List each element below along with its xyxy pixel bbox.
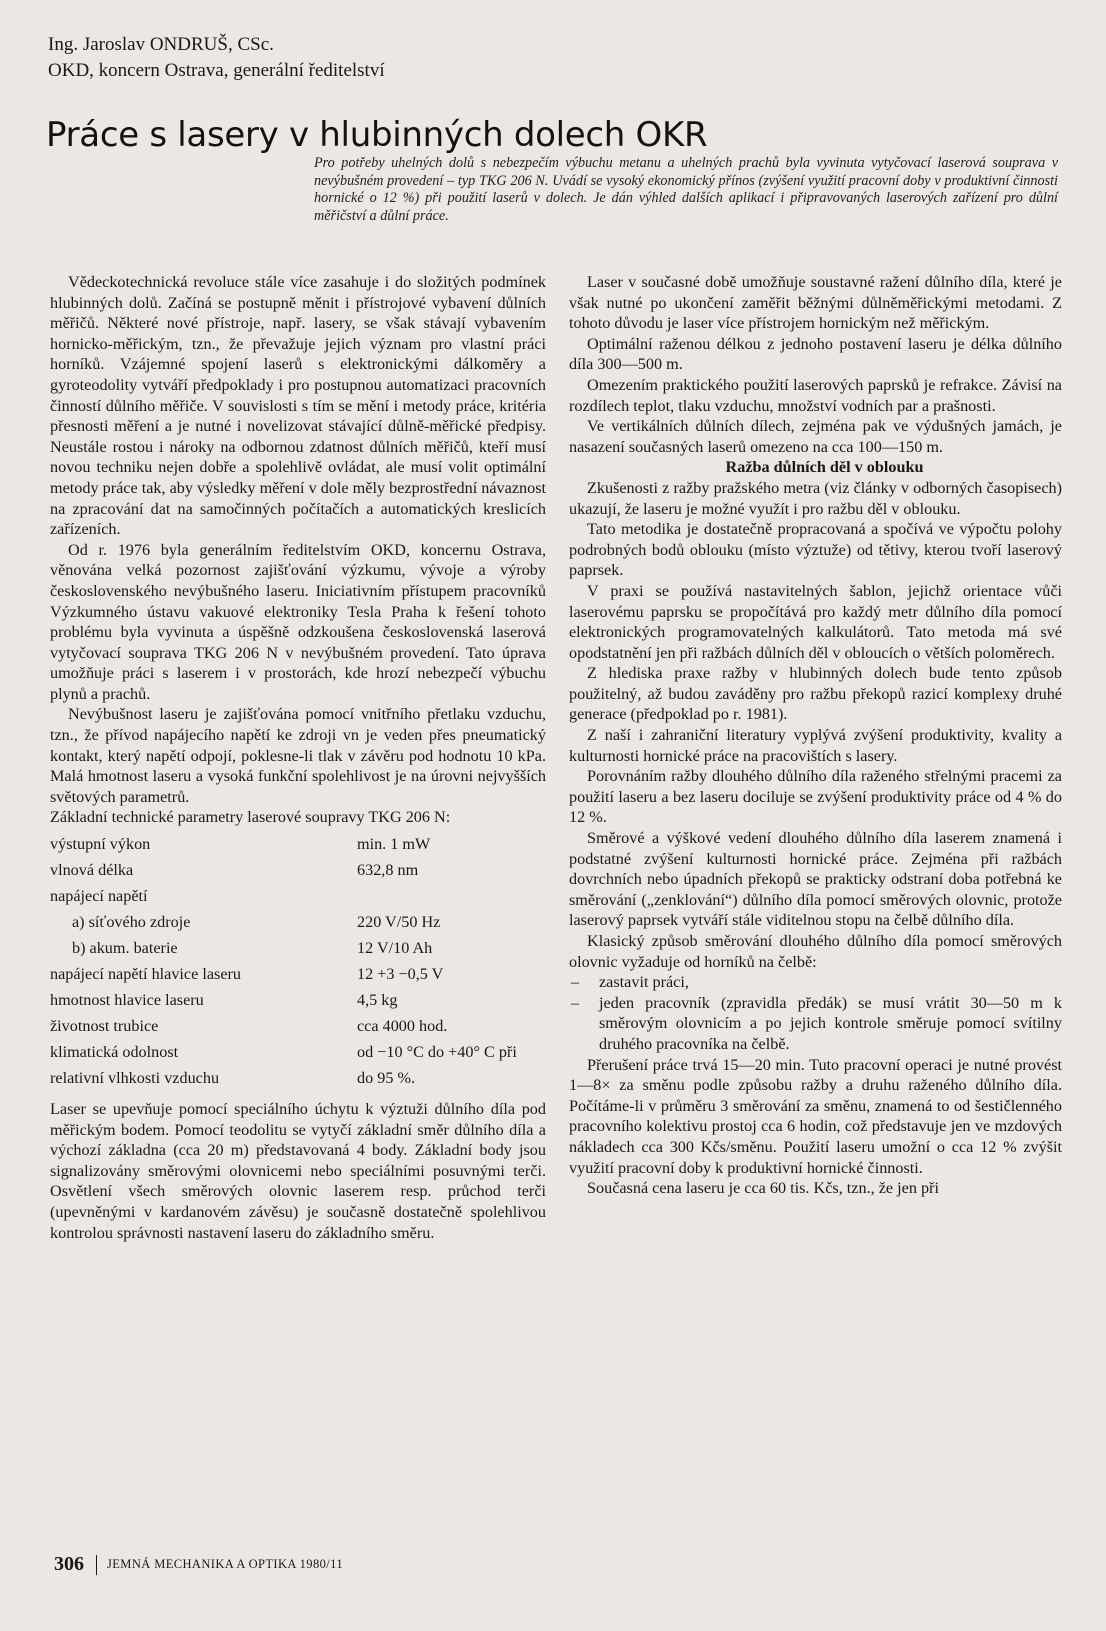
list-item: – zastavit práci, — [569, 972, 1062, 993]
list-item: – jeden pracovník (zpravidla předák) se musí vrátit 30—50 m k směrovým olovnicím a po jejich kontrole směruje pomocí svítilny druhého pracovníka na čelbě. — [569, 993, 1062, 1055]
param-label: klimatická odolnost — [50, 1042, 179, 1061]
param-label: hmotnost hlavice laseru — [50, 990, 204, 1009]
body-paragraph: Základní technické parametry laserové soupravy TKG 206 N: — [50, 808, 451, 827]
param-value: 632,8 nm — [357, 860, 419, 879]
right-column — [569, 272, 1062, 1199]
body-paragraph: Z hlediska praxe ražby v hlubinných dolech bude tento způsob použitelný, až budou zaváděny pro ražbu překopů razicí komplexy druhé generace (předpoklad po r. 1981). — [569, 664, 1062, 724]
param-label: a) síťového zdroje — [72, 912, 191, 931]
article-title: Práce s lasery v hlubinných dolech OKR — [46, 114, 708, 155]
body-paragraph: Klasický způsob směrování dlouhého důlního díla pomocí směrových olovnic vyžaduje od horníků na čelbě: — [569, 932, 1062, 971]
page-footer — [54, 1553, 343, 1576]
param-label: výstupní výkon — [50, 834, 151, 853]
body-paragraph: Optimální raženou délkou z jednoho postavení laseru je délka důlního díla 300—500 m. — [569, 334, 1062, 374]
body-paragraph: Zkušenosti z ražby pražského metra (viz články v odborných časopisech) ukazují, že laseru je možné využít i pro ražbu děl v oblouku. — [569, 478, 1062, 518]
table-row — [50, 935, 546, 961]
body-paragraph: Tato metodika je dostatečně propracovaná a spočívá ve výpočtu polohy podrobných bodů oblouku (místo výztuže) od tětivy, kterou tvoří laserový paprsek. — [569, 520, 1062, 580]
body-paragraph: Od r. 1976 byla generálním ředitelstvím OKD, koncernu Ostrava, věnována velká pozornost zajišťování výzkumu, vývoje a výroby československého nevýbušného laseru. Iniciativním přístupem pracovníků Výzkumného ústavu vakuové elektroniky Tesla Praha k řešení tohoto problému byla vyvinuta a úspěšně odzkoušena československá laserová vytyčovací souprava TKG 206 N v nevýbušném provedení. Tato úprava umožňuje práci s laserem i v prostorách, kde hrozí nebezpečí výbuchu plynů a prachů. — [50, 540, 546, 703]
param-value: do 95 %. — [357, 1068, 415, 1087]
param-label: napájecí napětí — [50, 886, 148, 905]
author-affiliation: OKD, koncern Ostrava, generální ředitelství — [48, 60, 385, 81]
table-row — [50, 961, 546, 987]
dash-list — [569, 972, 1062, 1054]
footer-divider — [96, 1555, 97, 1575]
param-value: 220 V/50 Hz — [357, 912, 441, 931]
page-number: 306 — [54, 1553, 84, 1575]
body-paragraph: Ve vertikálních důlních dílech, zejména pak ve výdušných jamách, je nasazení současných laserů omezeno na cca 100—150 m. — [569, 417, 1062, 456]
param-value: min. 1 mW — [357, 834, 431, 853]
body-paragraph: Směrové a výškové vedení dlouhého důlního díla laserem znamená i podstatné zvýšení kulturnosti hornické práce. Zejména při ražbách dovrchních nebo úpadních překopů se prakticky odstraní doba potřebná ke směrování („zenklování“) důlního díla pomocí směrových olovnic, protože laserový paprsek vytváří stále viditelnou stopu na čelbě důlního díla. — [569, 829, 1062, 930]
author-name: Ing. Jaroslav ONDRUŠ, CSc. — [48, 34, 274, 55]
table-row — [50, 1065, 546, 1091]
body-paragraph: Laser v současné době umožňuje soustavné ražení důlního díla, které je však nutné po ukončení zaměřit běžnými důlněměřickými metodami. Z tohoto důvodu je laser více přístrojem hornickým než měřickým. — [569, 273, 1062, 333]
left-column — [50, 272, 546, 1243]
table-row — [50, 1013, 546, 1039]
param-label: vlnová délka — [50, 860, 134, 879]
body-paragraph: Současná cena laseru je cca 60 tis. Kčs, tzn., že jen při — [587, 1179, 939, 1198]
param-label: napájecí napětí hlavice laseru — [50, 964, 242, 983]
table-row — [50, 987, 546, 1013]
body-paragraph: Omezením praktického použití laserových paprsků je refrakce. Závisí na rozdílech teplot, tlaku vzduchu, množství vodních par a prašnosti. — [569, 375, 1062, 415]
section-heading: Ražba důlních děl v oblouku — [725, 458, 924, 477]
param-label: b) akum. baterie — [72, 938, 178, 957]
param-label: životnost trubice — [50, 1016, 159, 1035]
param-value: od −10 °C do +40° C při — [357, 1042, 517, 1061]
param-value — [357, 883, 546, 909]
table-row — [50, 1039, 546, 1065]
table-row — [50, 831, 546, 857]
param-label: relativní vlhkosti vzduchu — [50, 1068, 220, 1087]
body-paragraph: Porovnáním ražby dlouhého důlního díla raženého střelnými pracemi za použití laseru a bez laseru dociluje se zvýšení produktivity práce od 4 % do 12 %. — [569, 767, 1062, 827]
journal-name: JEMNÁ MECHANIKA A OPTIKA 1980/11 — [107, 1557, 343, 1571]
body-paragraph: Laser se upevňuje pomocí speciálního úchytu k výztuži důlního díla pod měřickým bodem. Pomocí teodolitu se vytyčí základní směr důlního díla a výchozí základna (cca 20 m) představovaná 4 body. Základní body jsou signalizovány směrovými olovnicemi nebo speciálními posuvnými terči. Osvětlení všech směrových olovnic laserem resp. průchod terči (upevněnými v kardanovém závěsu) je současně dostatečně spolehlivou kontrolou správnosti nastavení laseru do základního směru. — [50, 1100, 546, 1242]
body-paragraph: Nevýbušnost laseru je zajišťována pomocí vnitřního přetlaku vzduchu, tzn., že přívod napájecího napětí ke zdroji vn je veden přes pneumatický kontakt, který napětí odpojí, poklesne-li tlak v závěru pod hodnotu 10 kPa. Malá hmotnost laseru a vysoká funkční spolehlivost je na úrovni nejvyšších světových parametrů. — [50, 705, 546, 806]
param-value: 4,5 kg — [357, 990, 398, 1009]
author-block — [48, 32, 385, 84]
body-paragraph: Z naší i zahraniční literatury vyplývá zvýšení produktivity, kvality a kulturnosti hornické práce na pracovištích s lasery. — [569, 726, 1062, 765]
body-paragraph: Vědeckotechnická revoluce stále více zasahuje i do složitých podmínek hlubinných dolů. Začíná se postupně měnit i přístrojové vybavení důlních měřičů. Některé nové přístroje, např. lasery, se však stávají vybavením hornicko-měřickým, tzn., že převažuje jejich význam pro vlastní práci horníků. Vzájemné spojení laserů s elektronickými dálkoměry a gyroteodolity vytváří předpoklady i pro postupnou automatizaci pracovních činností důlního měřiče. V souvislosti s tím se mění i metody práce, kritéria přesnosti měření a je nutné i novelizovat stávající důlně-měřické předpisy. Neustále rostou i nároky na odbornou zdatnost důlních měřičů, kteří musí novou techniku nejen dobře a spolehlivě ovládat, ale musí volit optimální metody práce tak, aby výsledky měření v dole měly bezprostřední návaznost na zpracování dat na samočinných počítačích a automatických kreslicích zařízeních. — [50, 273, 546, 539]
abstract: Pro potřeby uhelných dolů s nebezpečím výbuchu metanu a uhelných prachů byla vyvinuta vytyčovací laserová souprava v nevýbušném provedení – typ TKG 206 N. Uvádí se vysoký ekonomický přínos (zvýšení využití pracovní doby v produktivní činnosti hornické o 12 %) při použití laserů v dolech. Je dán výhled dalších aplikací i připravovaných laserových zařízení pro důlní měřičství a důlní práce. — [314, 155, 1058, 224]
param-value: 12 V/10 Ah — [357, 938, 433, 957]
parameters-table — [50, 831, 546, 1091]
body-paragraph: V praxi se používá nastavitelných šablon, jejichž orientace vůči laserovému paprsku se propočítává pro každý metr důlního díla pomocí elektronických programovatelných kalkulátorů. Tato metoda má své opodstatnění jen při ražbách důlních děl v obloucích o větších poloměrech. — [569, 581, 1062, 662]
table-row — [50, 883, 546, 909]
param-value: cca 4000 hod. — [357, 1016, 448, 1035]
table-row — [50, 909, 546, 935]
body-paragraph: Přerušení práce trvá 15—20 min. Tuto pracovní operaci je nutné provést 1—8× za směnu podle způsobu ražby a druhu raženého důlního díla. Počítáme-li v průměru 3 směrování za směnu, znamená to od šestičlenného pracovního kolektivu prostoj cca 6 hodin, což představuje jen ve mzdových nákladech cca 300 Kčs/směnu. Použití laseru umožní o cca 12 % zvýšit využití pracovní doby k produktivní hornické činnosti. — [569, 1055, 1062, 1177]
param-value: 12 +3 −0,5 V — [357, 964, 444, 983]
table-row — [50, 857, 546, 883]
